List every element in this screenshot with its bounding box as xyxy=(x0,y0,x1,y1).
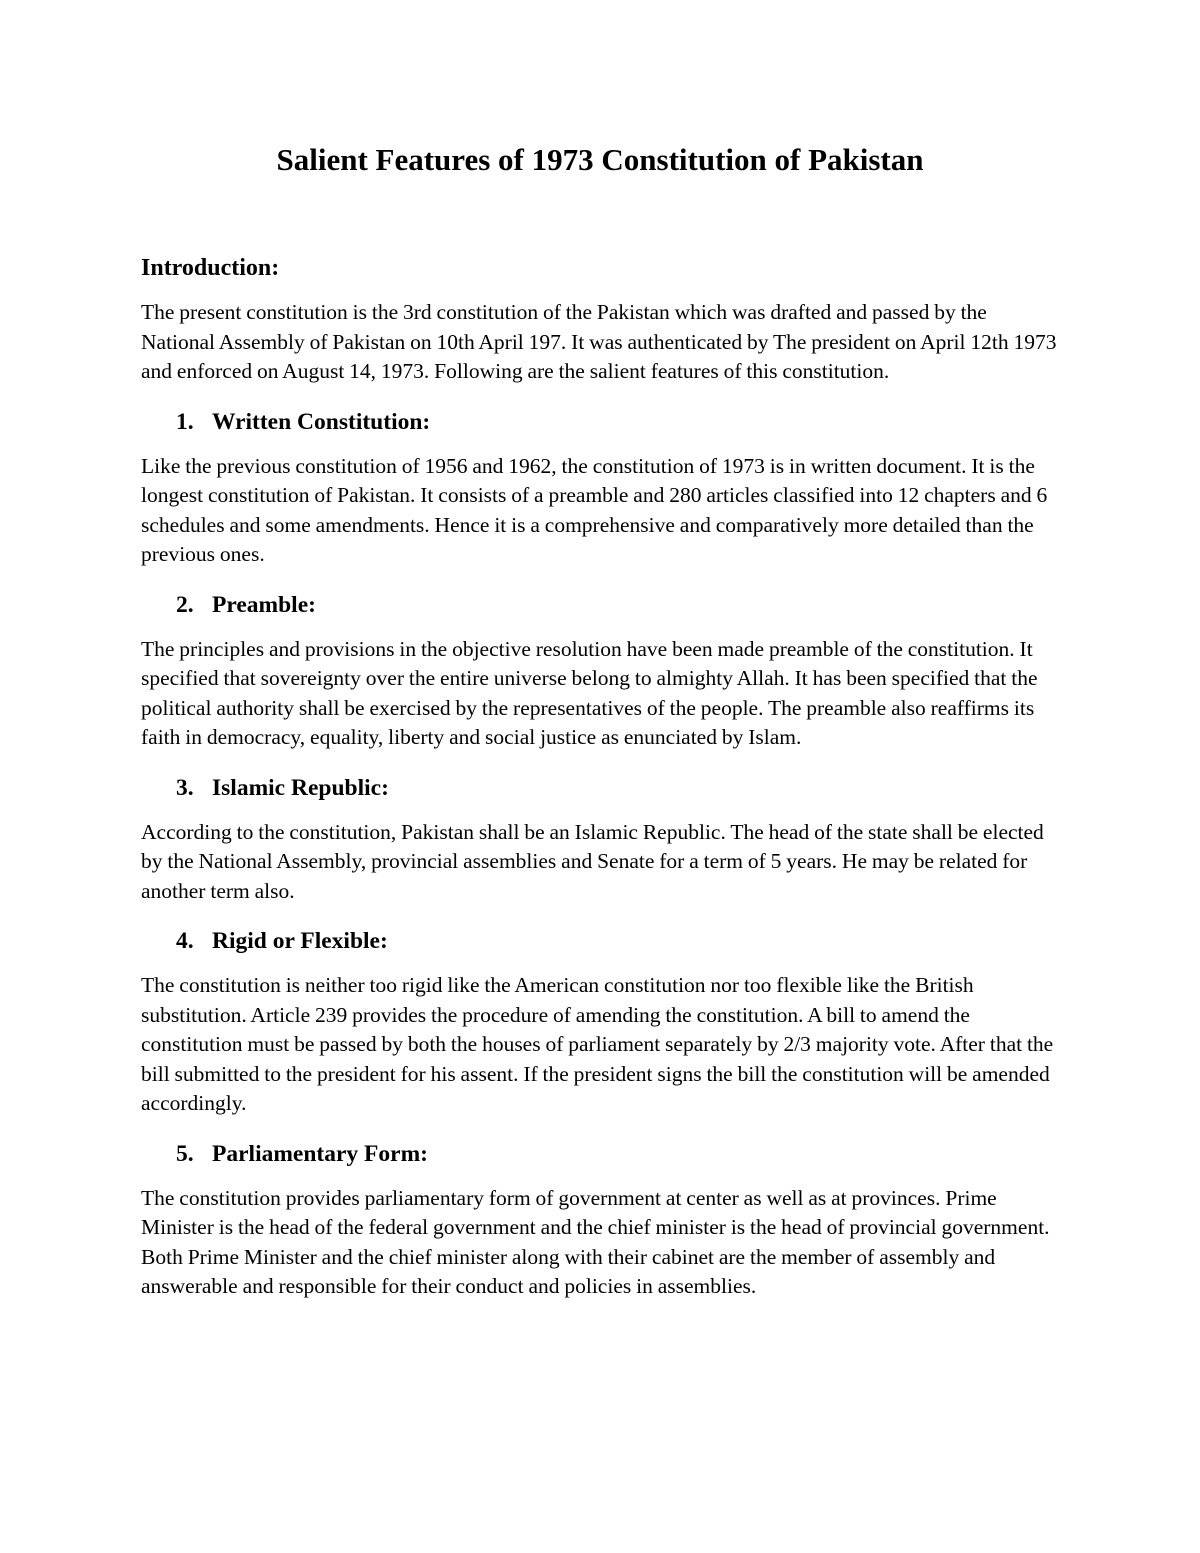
section-number: 3. xyxy=(176,774,194,801)
section-heading-parliamentary-form xyxy=(176,1139,1061,1169)
section-number: 2. xyxy=(176,591,194,618)
section-heading-islamic-republic xyxy=(176,773,1061,803)
section-number: 5. xyxy=(176,1140,194,1167)
section-paragraph-written-constitution: Like the previous constitution of 1956 and 1962, the constitution of 1973 is in written document. It is the longest constitution of Pakistan. It consists of a preamble and 280 articles classified into 12 chapters and 6 schedules and some amendments. Hence it is a comprehensive and comparatively more detailed than the previous ones. xyxy=(141,453,1048,566)
section-number: 4. xyxy=(176,928,194,954)
introduction-paragraph: The present constitution is the 3rd constitution of the Pakistan which was drafted and passed by the National Assembly of Pakistan on 10th April 197. It was authenticated by The president on April 12th 1973 and enforced on August 14, 1973. Following are the salient features of this constitution. xyxy=(141,300,1057,383)
section-number: 1. xyxy=(176,408,194,435)
section-title: Rigid or Flexible: xyxy=(212,928,388,954)
document-title: Salient Features of 1973 Constitution of Pakistan xyxy=(276,142,924,177)
section-heading-rigid-or-flexible xyxy=(176,926,1061,956)
section-paragraph-islamic-republic: According to the constitution, Pakistan shall be an Islamic Republic. The head of the state shall be elected by the National Assembly, provincial assemblies and Senate for a term of 5 years. He may be related for another term also. xyxy=(141,819,1044,903)
section-paragraph-parliamentary-form: The constitution provides parliamentary form of government at center as well as at provinces. Prime Minister is the head of the federal government and the chief minister is the head of provincial government. Both Prime Minister and the chief minister along with their cabinet are the member of assembly and answerable and responsible for their conduct and policies in assemblies. xyxy=(141,1185,1050,1298)
section-paragraph-rigid-or-flexible: The constitution is neither too rigid like the American constitution nor too flexible like the British substitution. Article 239 provides the procedure of amending the constitution. A bill to amend the constitution must be passed by both the houses of parliament separately by 2/3 majority vote. After that the bill submitted to the president for his assent. If the president signs the bill the constitution will be amended accordingly. xyxy=(141,973,1054,1115)
section-title: Islamic Republic: xyxy=(212,774,389,801)
section-heading-preamble xyxy=(176,590,1061,620)
section-title: Preamble: xyxy=(212,591,316,618)
section-heading-written-constitution xyxy=(176,407,1061,437)
section-title: Written Constitution: xyxy=(212,408,431,435)
section-paragraph-preamble: The principles and provisions in the objective resolution have been made preamble of the constitution. It specified that sovereignty over the entire universe belong to almighty Allah. It has been specified that the political authority shall be exercised by the representatives of the people. The preamble also reaffirms its faith in democracy, equality, liberty and social justice as enunciated by Islam. xyxy=(141,636,1038,749)
introduction-heading: Introduction: xyxy=(141,255,280,281)
document-body xyxy=(141,138,1061,1302)
section-title: Parliamentary Form: xyxy=(212,1140,428,1167)
